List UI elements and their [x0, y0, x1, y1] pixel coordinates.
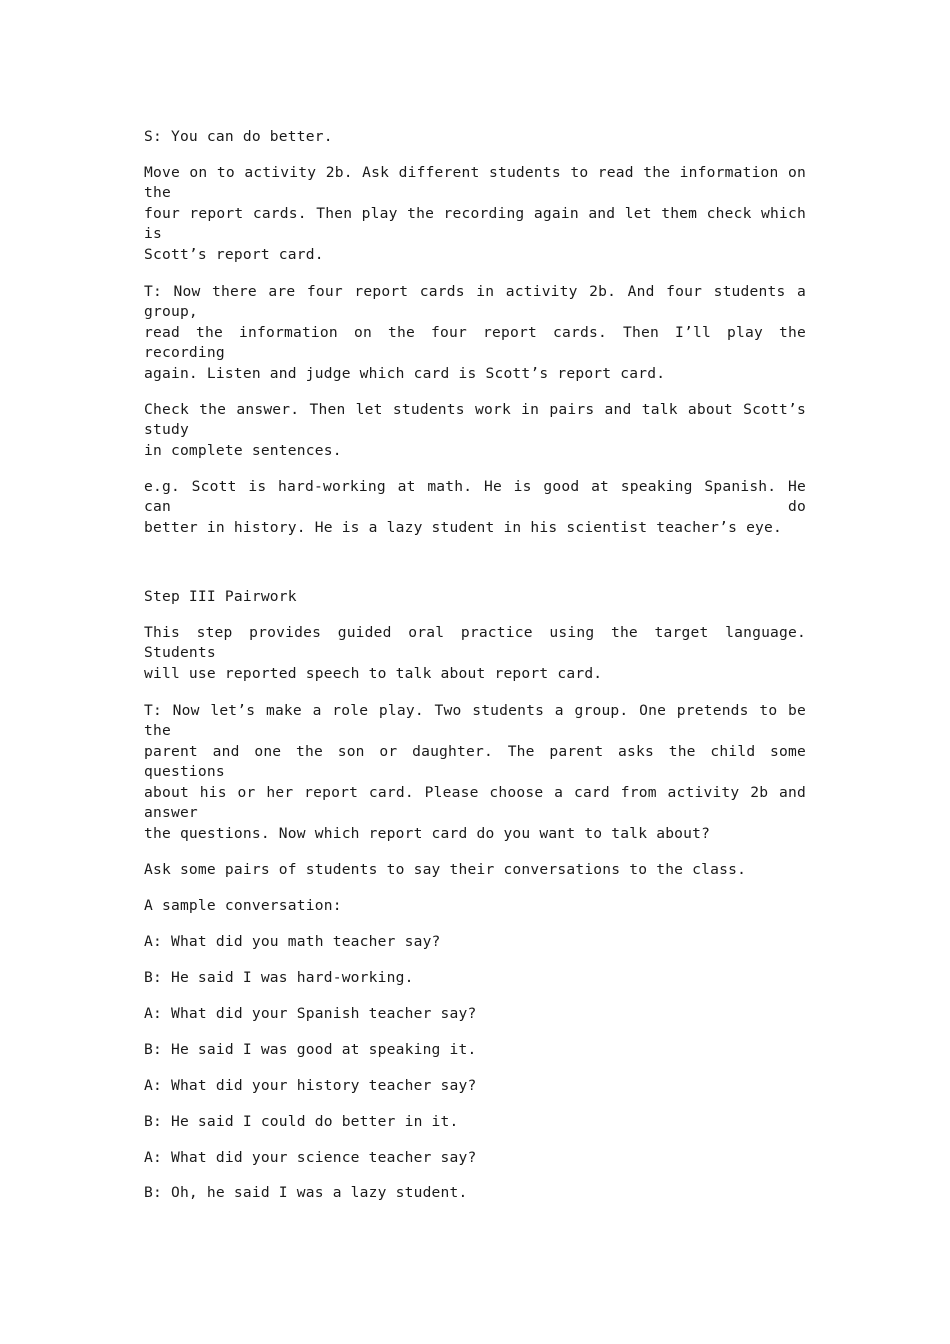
- text-line: again. Listen and judge which card is Scott’s report card.: [144, 365, 666, 382]
- dialogue-line: A: What did your Spanish teacher say?: [144, 1005, 477, 1022]
- dialogue-line: A: What did you math teacher say?: [144, 933, 441, 950]
- dialogue-line: B: He said I was good at speaking it.: [144, 1041, 477, 1058]
- text-line: T: Now there are four report cards in activity 2b. And four students a group,: [144, 283, 806, 320]
- text-line: read the information on the four report cards. Then I’ll play the recording: [144, 324, 806, 361]
- dialogue-line: A: What did your history teacher say?: [144, 1077, 477, 1094]
- text-line: Ask some pairs of students to say their conversations to the class.: [144, 861, 747, 878]
- text-line: Scott’s report card.: [144, 246, 324, 263]
- text-line: parent and one the son or daughter. The parent asks the child some questions: [144, 743, 806, 780]
- document-page: [144, 0, 806, 1344]
- text-line: A sample conversation:: [144, 897, 342, 914]
- text-line: about his or her report card. Please choose a card from activity 2b and answer: [144, 784, 806, 821]
- text-line: S: You can do better.: [144, 128, 333, 145]
- dialogue-line: A: What did your science teacher say?: [144, 1149, 477, 1166]
- text-line: in complete sentences.: [144, 442, 342, 459]
- text-line: This step provides guided oral practice using the target language. Students: [144, 624, 806, 661]
- section-heading: Step III Pairwork: [144, 588, 297, 605]
- dialogue-line: B: He said I was hard-working.: [144, 969, 414, 986]
- dialogue-line: B: Oh, he said I was a lazy student.: [144, 1184, 468, 1201]
- text-line: e.g. Scott is hard-working at math. He is good at speaking Spanish. He can do: [144, 478, 806, 515]
- text-line: Move on to activity 2b. Ask different students to read the information on the: [144, 164, 806, 201]
- text-line: the questions. Now which report card do you want to talk about?: [144, 825, 711, 842]
- dialogue-line: B: He said I could do better in it.: [144, 1113, 459, 1130]
- text-line: better in history. He is a lazy student in his scientist teacher’s eye.: [144, 519, 783, 536]
- text-line: will use reported speech to talk about report card.: [144, 665, 603, 682]
- text-line: four report cards. Then play the recording again and let them check which is: [144, 205, 806, 242]
- text-line: Check the answer. Then let students work in pairs and talk about Scott’s study: [144, 401, 806, 438]
- text-line: T: Now let’s make a role play. Two students a group. One pretends to be the: [144, 702, 806, 739]
